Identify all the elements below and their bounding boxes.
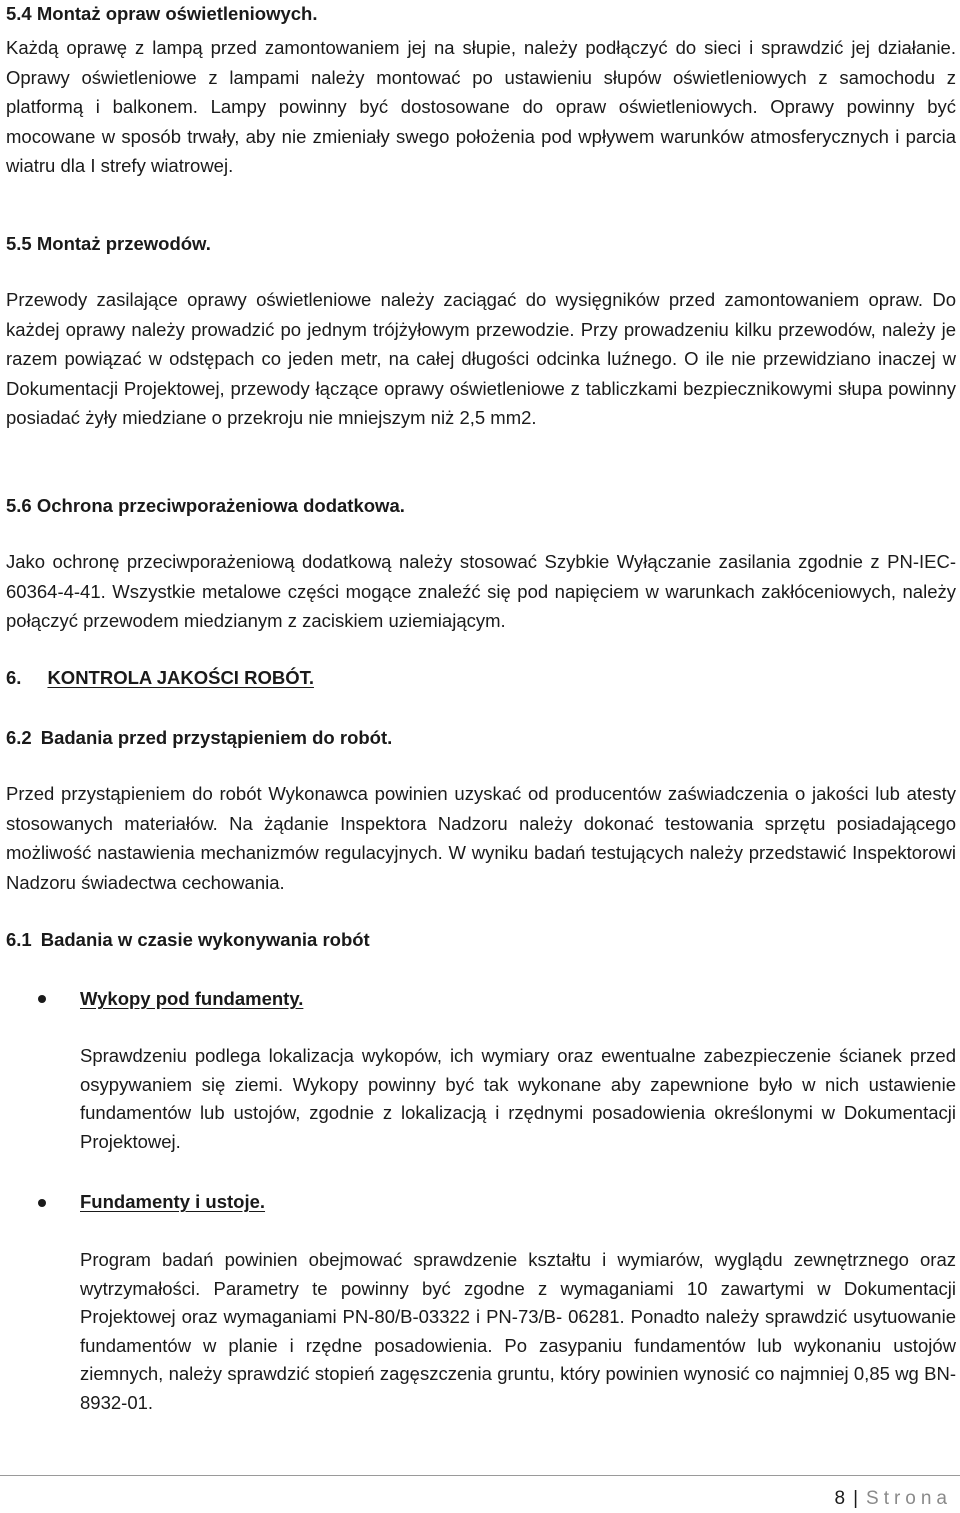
list-item-title: Wykopy pod fundamenty. bbox=[80, 988, 304, 1009]
footer-label: Strona bbox=[866, 1488, 952, 1509]
bullet-icon bbox=[38, 1199, 46, 1207]
section-heading-5-5: 5.5 Montaż przewodów. bbox=[6, 233, 211, 254]
section-title: Badania w czasie wykonywania robót bbox=[40, 929, 370, 950]
chapter-heading-6 bbox=[6, 666, 956, 690]
list-item-body: Sprawdzeniu podlega lokalizacja wykopów, ich wymiary oraz ewentualne zabezpieczenie ścianek przed osypywaniem się ziemi. Wykopy powinny być tak wykonane aby zapewnione było w nich ustawienie fundamentów lub ustojów, zgodnie z lokalizacją i rzędnymi posadowienia określonymi w Dokumentacji Projektowej. bbox=[80, 1045, 956, 1152]
page-number: 8 bbox=[834, 1488, 846, 1509]
section-heading-5-4: 5.4 Montaż opraw oświetleniowych. bbox=[6, 3, 318, 24]
footer-separator: | bbox=[853, 1488, 859, 1509]
bullet-icon bbox=[38, 995, 46, 1003]
section-body-5-6: Jako ochronę przeciwporażeniową dodatkową należy stosować Szybkie Wyłączanie zasilania zgodnie z PN-IEC-60364-4-41. Wszystkie metalowe części mogące znaleźć się pod napięciem w warunkach zakłóceniowych, należy połączyć przewodem miedzianym z zaciskiem uziemiającym. bbox=[6, 551, 956, 631]
section-body-6-2: Przed przystąpieniem do robót Wykonawca powinien uzyskać od producentów zaświadczenia o jakości lub atesty stosowanych materiałów. Na żądanie Inspektora Nadzoru należy dokonać testowania sprzętu posiadającego możliwość nastawienia mechanizmów regulacyjnych. W wyniku badań testujących należy przedstawić Inspektorowi Nadzoru świadectwa cechowania. bbox=[6, 783, 956, 893]
section-heading-6-1 bbox=[6, 928, 956, 952]
section-number: 6.1 bbox=[6, 929, 32, 950]
section-body-5-4: Każdą oprawę z lampą przed zamontowaniem jej na słupie, należy podłączyć do sieci i sprawdzić jej działanie. Oprawy oświetleniowe z lampami należy montować po ustawieniu słupów oświetleniowych z samochodu z platformą i balkonem. Lampy powinny być dostosowane do opraw oświetleniowych. Oprawy powinny być mocowane w sposób trwały, aby nie zmieniały swego położenia pod wpływem warunków atmosferycznych i parcia wiatru dla I strefy wiatrowej. bbox=[6, 37, 956, 176]
section-heading-6-2 bbox=[6, 726, 956, 750]
section-body-5-5: Przewody zasilające oprawy oświetleniowe należy zaciągać do wysięgników przed zamontowaniem opraw. Do każdej oprawy należy prowadzić po jednym trójżyłowym przewodzie. Przy prowadzeniu kilku przewodów, należy je razem powiązać w odstępach co jeden metr, na całej długości odcinka luźnego. O ile nie przewidziano inaczej w Dokumentacji Projektowej, przewody łączące oprawy oświetleniowe z tabliczkami bezpiecznikowymi słupa powinny posiadać żyły miedziane o przekroju nie mniejszym niż 2,5 mm2. bbox=[6, 289, 956, 428]
chapter-number: 6. bbox=[6, 667, 22, 688]
section-heading-5-6: 5.6 Ochrona przeciwporażeniowa dodatkowa. bbox=[6, 495, 405, 516]
section-number: 6.2 bbox=[6, 727, 32, 748]
chapter-title: KONTROLA JAKOŚCI ROBÓT. bbox=[47, 667, 314, 688]
section-title: Badania przed przystąpieniem do robót. bbox=[40, 727, 393, 748]
list-item-title: Fundamenty i ustoje. bbox=[80, 1191, 266, 1212]
list-item-body: Program badań powinien obejmować sprawdzenie kształtu i wymiarów, wyglądu zewnętrznego oraz wytrzymałości. Parametry te powinny być zgodne z wymaganiami 10 zawartymi w Dokumentacji Projektowej oraz wymaganiami PN-80/B-03322 i PN-73/B- 06281. Ponadto należy sprawdzić usytuowanie fundamentów w planie i rzędne posadowienia. Po zasypaniu fundamentów lub wykonaniu ustojów ziemnych, należy sprawdzić stopień zagęszczenia gruntu, który powinien wynosić co najmniej 0,85 wg BN-8932-01. bbox=[80, 1249, 956, 1413]
footer-divider bbox=[0, 1475, 960, 1476]
page-footer bbox=[835, 1488, 953, 1510]
